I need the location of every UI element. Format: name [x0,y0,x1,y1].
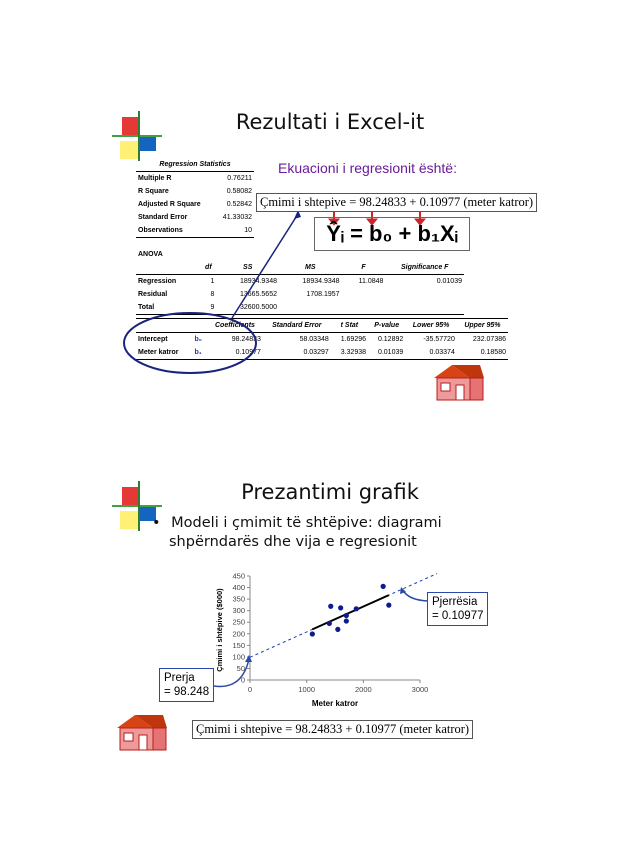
cell: 3.32938 [331,346,368,360]
cell: 13665.5652 [240,291,277,298]
data-point [335,627,340,632]
y-tick-label: 300 [232,606,245,616]
cell: 0.01039 [368,346,405,360]
stat-label: R Square [138,188,169,195]
data-point [381,584,386,589]
y-tick-label: 50 [236,663,245,673]
y-tick-label: 450 [232,571,245,581]
cell: 0.03297 [263,346,331,360]
coefficient-symbol: b₀ [194,336,202,343]
cell: 232.07386 [472,336,506,343]
column-header: Significance F [385,261,464,275]
data-point [328,604,333,609]
row-label: Total [136,301,200,315]
column-header: F [342,261,386,275]
cell: 0.01039 [436,278,462,285]
stat-value: 10 [215,224,254,238]
stat-value: 41.33032 [222,214,252,221]
column-header: SS [216,261,279,275]
row-label: Intercept [138,336,168,343]
slope-callout-line2: = 0.10977 [432,610,484,622]
cell: 98.24833 [231,336,261,343]
data-point [354,606,359,611]
intercept-callout [159,668,214,702]
data-point [344,613,349,618]
column-header: t Stat [331,319,368,333]
row-label: Residual [138,291,168,298]
cell: 18934.9348 [302,278,340,285]
cell: 1708.1957 [306,291,340,298]
y-axis-label: Çmimi i shtëpive ($000) [215,588,224,672]
stat-label: Multiple R [138,175,172,182]
y-tick-label: 0 [240,675,245,685]
equation-title: Ekuacioni i regresionit është: [278,160,457,176]
house-icon [430,362,486,402]
row-label: Meter katror [136,346,193,360]
cell: 0.10977 [207,346,263,360]
y-axis-label-container [212,575,228,685]
bullet-line-2: shpërndarës dhe vija e regresionit [169,534,417,550]
anova-title: ANOVA [138,251,163,258]
column-header: Coefficients [207,319,263,333]
cell: 0.18580 [457,346,508,360]
y-tick-label: 250 [232,617,245,627]
x-tick-label: 0 [247,685,253,694]
bullet-line-1: Modeli i çmimit të shtëpive: diagrami [171,515,442,531]
slide-title: Prezantimi grafik [241,480,419,504]
bullet-icon: • [152,515,161,531]
cell: 58.03348 [299,336,329,343]
bullet-text [152,514,442,552]
x-tick-label: 2000 [354,685,372,694]
stat-label: Observations [136,224,215,238]
column-header: P-value [368,319,405,333]
column-header: Lower 95% [405,319,457,333]
intercept-callout-line2: = 98.248 [164,686,210,698]
cell: 9 [200,301,216,315]
slope-callout-line1: Pjerrësia [432,596,478,608]
data-point [327,621,332,626]
column-header: df [200,261,216,275]
stat-label: Standard Error [138,214,188,221]
pointer-line [232,214,298,318]
cell: 0.03374 [405,346,457,360]
regression-statistics-header: Regression Statistics [136,158,254,172]
cell: 18934.9348 [240,278,277,285]
x-axis-label: Meter katror [311,699,359,708]
cell: 1 [210,278,215,285]
cell: 1.69296 [340,336,367,343]
cell: 11.0848 [358,278,384,285]
slope-callout [427,592,488,626]
cell: 0.12892 [377,336,404,343]
stat-value: 0.58082 [226,188,252,195]
stat-value: 0.52842 [226,201,252,208]
data-point [344,618,349,623]
y-tick-label: 350 [232,594,245,604]
row-label: Regression [138,278,177,285]
y-tick-label: 100 [232,652,245,662]
column-header: Upper 95% [457,319,508,333]
data-point [338,605,343,610]
column-header: Standard Error [263,319,331,333]
y-tick-label: 200 [232,629,245,639]
coefficient-symbol: b₁ [193,346,208,360]
house-icon [113,712,169,752]
slide-title: Rezultati i Excel-it [235,110,425,134]
column-header: MS [279,261,342,275]
intercept-callout-line1: Prerja [164,672,195,684]
data-point [386,603,391,608]
x-tick-label: 3000 [411,685,429,694]
general-equation: Ŷᵢ = b₀ + b₁Xᵢ [314,217,470,251]
regression-line [312,595,388,629]
stat-value: 0.76211 [227,175,252,182]
regression-equation-bottom: Çmimi i shtepive = 98.24833 + 0.10977 (meter katror) [192,720,473,739]
coefficients-highlight-ellipse [124,313,256,373]
y-tick-label: 150 [232,640,245,650]
stat-label: Adjusted R Square [138,201,201,208]
regression-equation: Çmimi i shtepive = 98.24833 + 0.10977 (meter katror) [256,193,537,212]
data-point [310,631,315,636]
cell: -35.57720 [423,336,455,343]
cell: 32600.5000 [216,301,279,315]
x-tick-label: 1000 [298,685,316,694]
cell: 8 [210,291,215,298]
y-tick-label: 400 [232,583,245,593]
